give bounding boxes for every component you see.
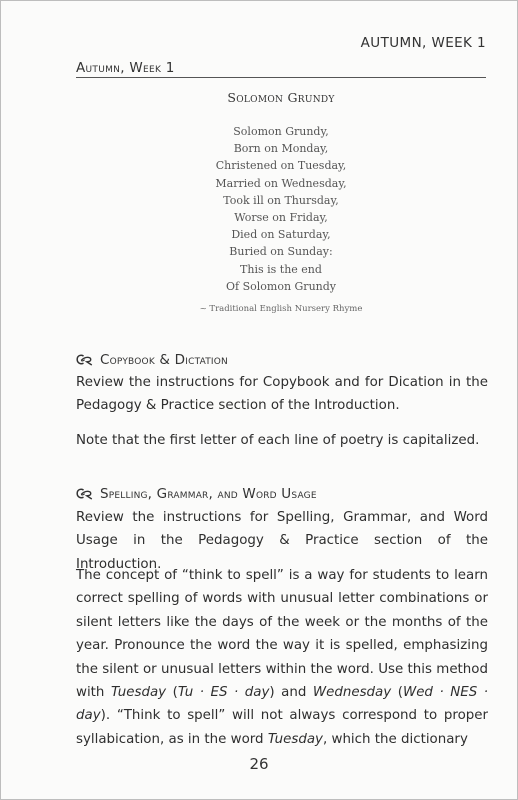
section-head bbox=[76, 60, 484, 77]
poem-line: Died on Saturday, bbox=[231, 228, 331, 242]
text-run: ( bbox=[166, 685, 178, 701]
copybook-note: Note that the first letter of each line of poetry is capitalized. bbox=[76, 433, 480, 448]
italic-word: Wed · NES · day bbox=[76, 685, 489, 724]
italic-word: Wednesday bbox=[312, 685, 392, 701]
poem-line: Buried on Sunday: bbox=[229, 245, 333, 259]
poem-line: Married on Wednesday, bbox=[215, 176, 347, 190]
poem-title: Solomon Grundy bbox=[227, 90, 335, 105]
italic-word: Tuesday bbox=[110, 685, 167, 701]
think-to-spell-paragraph bbox=[76, 564, 488, 751]
cr-ornament-icon bbox=[76, 488, 94, 500]
copybook-paragraph: Review the instructions for Copybook and for Dication in the Pedagogy & Practice section of the Introduction. bbox=[76, 375, 488, 414]
italic-word: Tu · ES · day bbox=[177, 685, 270, 701]
poem-line: Worse on Friday, bbox=[234, 211, 328, 225]
page-number: 26 bbox=[249, 755, 269, 773]
spelling-heading bbox=[76, 486, 317, 502]
poem-line: Christened on Tuesday, bbox=[215, 159, 347, 173]
text-run: The concept of “think to spell” is a way for students to learn correct spelling of words with unusual letter combinations or silent letters like the days of the week or the months of the year. Pronounce the word the way it is spelled, emphasizing the silent or unusual letters within the word. Use this method with bbox=[76, 568, 488, 701]
copybook-heading-text: Copybook & Dictation bbox=[100, 352, 228, 368]
poem bbox=[76, 123, 486, 295]
copybook-heading bbox=[76, 352, 228, 368]
text-run: ( bbox=[391, 685, 403, 701]
poem-line: This is the end bbox=[240, 262, 322, 276]
poem-line: Took ill on Thursday, bbox=[223, 193, 339, 207]
poem-attribution: ~ Traditional English Nursery Rhyme bbox=[199, 304, 363, 314]
poem-line: Solomon Grundy, bbox=[233, 125, 329, 138]
section-head-text: Autumn, Week 1 bbox=[76, 60, 175, 76]
text-run: ). “Think to spell” will not always correspond to proper syllabication, as in the word bbox=[76, 708, 488, 747]
poem-line: Of Solomon Grundy bbox=[226, 279, 336, 293]
spelling-heading-text: Spelling, Grammar, and Word Usage bbox=[100, 486, 317, 502]
header-rule bbox=[76, 77, 486, 78]
spelling-paragraph: Review the instructions for Spelling, Grammar, and Word Usage in the Pedagogy & Practice section of the Introduction. bbox=[76, 510, 488, 572]
italic-word: Tuesday bbox=[267, 731, 323, 747]
poem-line: Born on Monday, bbox=[233, 142, 329, 156]
cr-ornament-icon bbox=[76, 354, 94, 366]
text-run: ) and bbox=[269, 685, 313, 701]
running-head: AUTUMN, WEEK 1 bbox=[360, 35, 486, 51]
text-run: , which the dictionary bbox=[322, 731, 468, 747]
